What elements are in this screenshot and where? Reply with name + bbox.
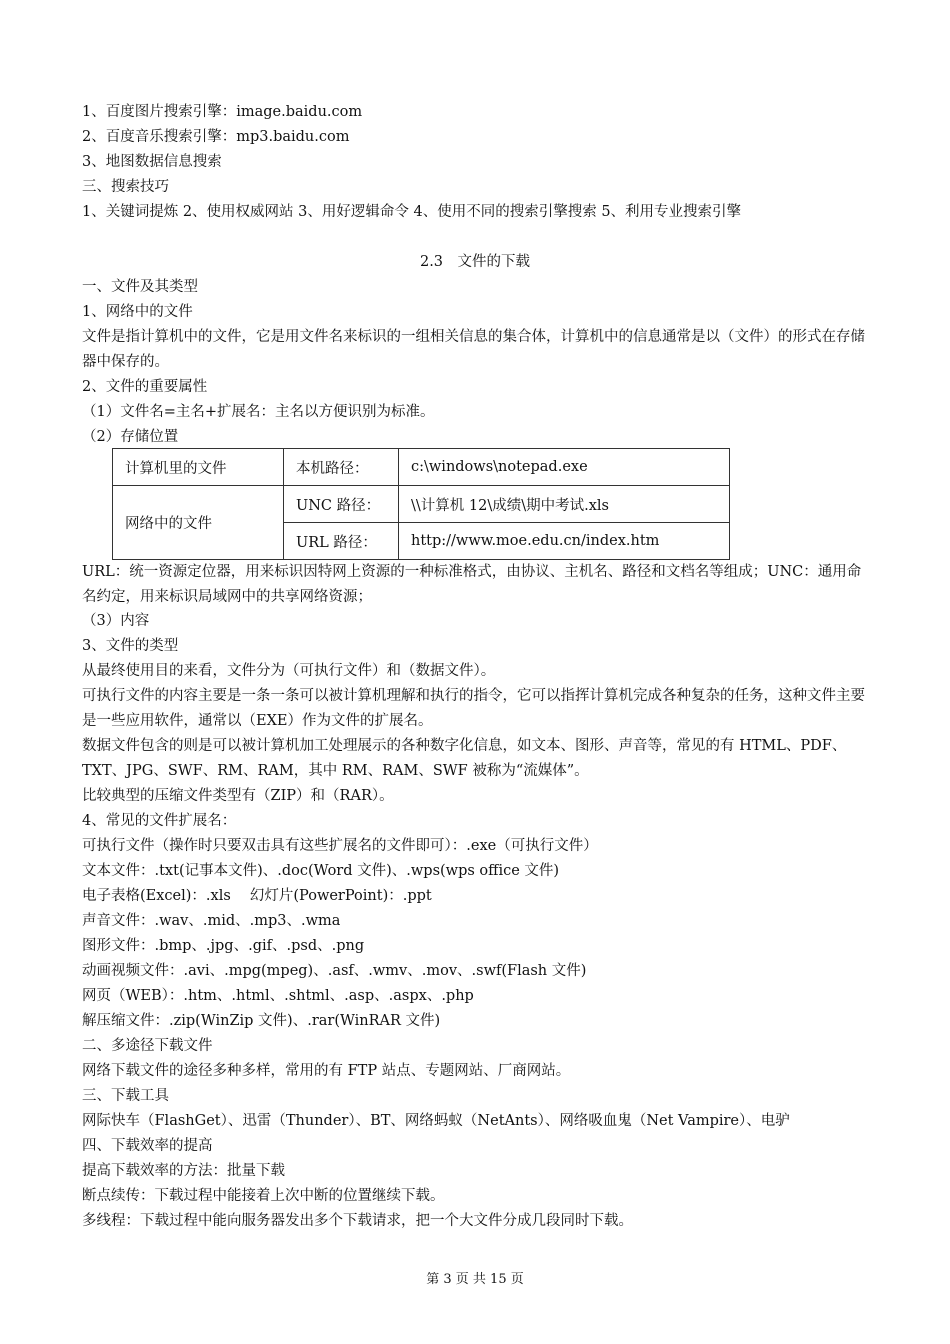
text-line: 1、关键词提炼 2、使用权威网站 3、用好逻辑命令 4、使用不同的搜索引擎搜索 5、利用专业搜索引擎 <box>82 204 742 220</box>
text-line: 声音文件：.wav、.mid、.mp3、.wma <box>82 913 341 929</box>
table-cell: c:\windows\notepad.exe <box>399 449 730 486</box>
heading-line: 2、文件的重要属性 <box>82 379 208 395</box>
table-cell: \\计算机 12\成绩\期中考试.xls <box>399 486 730 523</box>
table-row <box>113 486 730 523</box>
text-line: 电子表格(Excel)：.xls 幻灯片(PowerPoint)：.ppt <box>82 888 432 904</box>
text-line: 多线程：下载过程中能向服务器发出多个下载请求，把一个大文件分成几段同时下载。 <box>82 1213 633 1229</box>
text-line: 文本文件：.txt(记事本文件)、.doc(Word 文件)、.wps(wps office 文件) <box>82 863 560 879</box>
heading-line: 3、文件的类型 <box>82 638 179 654</box>
paragraph-executable: 可执行文件的内容主要是一条一条可以被计算机理解和执行的指令，它可以指挥计算机完成各种复杂的任务，这种文件主要是一些应用软件，通常以（EXE）作为文件的扩展名。 <box>82 688 865 729</box>
table-cell: 网络中的文件 <box>113 486 284 560</box>
text-line: 网页（WEB）：.htm、.html、.shtml、.asp、.aspx、.php <box>82 988 474 1004</box>
paragraph-data-file: 数据文件包含的则是可以被计算机加工处理展示的各种数字化信息，如文本、图形、声音等，常见的有 HTML、PDF、TXT、JPG、SWF、RM、RAM，其中 RM、RAM、SWF 被称为“流媒体”。 <box>82 738 847 779</box>
text-line: （2）存储位置 <box>82 429 179 445</box>
heading-line: 四、下载效率的提高 <box>82 1138 213 1154</box>
heading-line: 一、文件及其类型 <box>82 279 198 295</box>
text-line: 从最终使用目的来看，文件分为（可执行文件）和（数据文件）。 <box>82 663 496 679</box>
text-line: （1）文件名=主名+扩展名：主名以方便识别为标准。 <box>82 404 435 420</box>
text-line: 2、百度音乐搜索引擎：mp3.baidu.com <box>82 129 350 145</box>
paragraph-url-unc: URL：统一资源定位器，用来标识因特网上资源的一种标准格式，由协议、主机名、路径和文档名等组成；UNC：通用命名约定，用来标识局域网中的共享网络资源； <box>82 564 862 605</box>
table-cell: URL 路径： <box>284 523 399 560</box>
page-footer: 第 3 页 共 15 页 <box>426 1272 524 1287</box>
text-line: 1、百度图片搜索引擎：image.baidu.com <box>82 104 363 120</box>
table-row <box>113 449 730 486</box>
text-line: 解压缩文件：.zip(WinZip 文件)、.rar(WinRAR 文件) <box>82 1013 441 1029</box>
text-line: （3）内容 <box>82 613 150 629</box>
table-cell: 本机路径： <box>284 449 399 486</box>
table-cell: 计算机里的文件 <box>113 449 284 486</box>
heading-line: 1、网络中的文件 <box>82 304 193 320</box>
text-line: 网络下载文件的途径多种多样，常用的有 FTP 站点、专题网站、厂商网站。 <box>82 1063 571 1079</box>
text-line: 网际快车（FlashGet）、迅雷（Thunder）、BT、网络蚂蚁（NetAnts）、网络吸血鬼（Net Vampire）、电驴 <box>82 1113 790 1129</box>
heading-line: 二、多途径下载文件 <box>82 1038 213 1054</box>
text-line: 图形文件：.bmp、.jpg、.gif、.psd、.png <box>82 938 365 954</box>
section-title: 2.3 文件的下载 <box>419 254 531 270</box>
text-line: 提高下载效率的方法：批量下载 <box>82 1163 285 1179</box>
text-line: 断点续传：下载过程中能接着上次中断的位置继续下载。 <box>82 1188 445 1204</box>
heading-line: 三、搜索技巧 <box>82 179 169 195</box>
text-line: 动画视频文件：.avi、.mpg(mpeg)、.asf、.wmv、.mov、.swf(Flash 文件) <box>82 963 587 979</box>
text-line: 可执行文件（操作时只要双击具有这些扩展名的文件即可）：.exe（可执行文件） <box>82 838 598 854</box>
heading-line: 三、下载工具 <box>82 1088 169 1104</box>
table-cell: UNC 路径： <box>284 486 399 523</box>
text-line: 比较典型的压缩文件类型有（ZIP）和（RAR）。 <box>82 788 394 804</box>
heading-line: 4、常见的文件扩展名： <box>82 813 237 829</box>
text-line: 3、地图数据信息搜索 <box>82 154 222 170</box>
paragraph-file-definition: 文件是指计算机中的文件，它是用文件名来标识的一组相关信息的集合体，计算机中的信息通常是以（文件）的形式在存储器中保存的。 <box>82 329 865 370</box>
storage-location-table <box>112 448 730 560</box>
table-cell: http://www.moe.edu.cn/index.htm <box>399 523 730 560</box>
